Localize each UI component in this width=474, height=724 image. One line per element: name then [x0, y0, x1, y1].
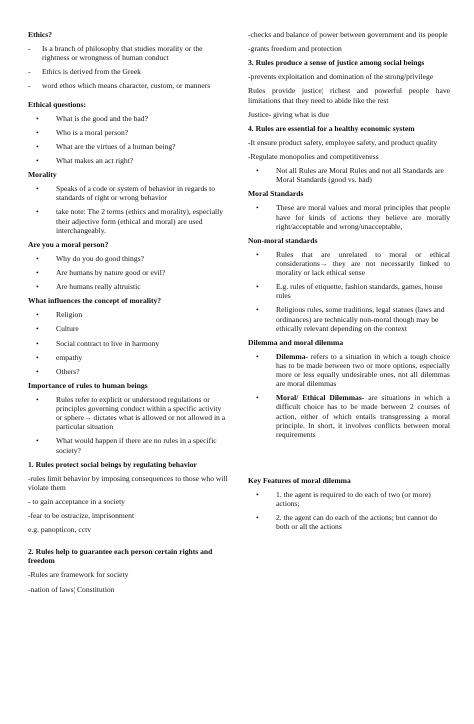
paragraph: Rules provide justice¦ richest and powerful people have limitations that they need to abide like the rest	[248, 86, 450, 105]
bullet-icon: •	[36, 113, 39, 123]
paragraph: -checks and balance of power between government and its people	[248, 30, 448, 39]
section-heading: 2. Rules help to guarantee each person certain rights and freedom	[28, 547, 213, 566]
paragraph: -It ensure product safety, employee safety, and product quality	[248, 137, 438, 147]
list-item-text: What is the good and the bad?	[56, 113, 148, 123]
term-label: Moral/ Ethical Dilemmas-	[276, 393, 365, 403]
list-item-text: Religious rules, some traditions, legal statues (laws and ordinances) are technically non-moral though may be ethically relevant depending on the context	[276, 305, 445, 333]
bullet-list-item	[28, 128, 228, 137]
bullet-list-item	[28, 114, 228, 123]
bullet-list-item	[248, 352, 450, 388]
bullet-icon: •	[256, 393, 259, 403]
bullet-list-item	[248, 166, 450, 184]
bullet-list-item	[248, 203, 450, 230]
list-item-text: word ethos which means character, custom, or manners	[42, 81, 211, 91]
bullet-list-item	[28, 310, 228, 319]
bullet-list-item	[28, 254, 228, 263]
dash-marker: -	[28, 67, 31, 77]
dash-marker: -	[28, 44, 31, 54]
dash-marker: -	[28, 81, 31, 91]
bullet-list-item	[248, 282, 450, 300]
list-item-text: What would happen if there are no rules in a specific society?	[56, 436, 217, 455]
list-item-text: Is a branch of philosophy that studies morality or the rightness or wrongness of human conduct	[42, 44, 203, 63]
list-item-text: are situations in which a difficult choice has to be made between 2 courses of action, either of which entails transgressing a moral principle. In short, it involves conflicts between moral requirements	[276, 393, 450, 439]
bullet-icon: •	[36, 282, 39, 292]
bullet-icon: •	[36, 394, 39, 404]
section-heading: 1. Rules protect social beings by regulating behavior	[28, 459, 197, 469]
paragraph: -grants freedom and protection	[248, 44, 342, 54]
paragraph: -prevents exploitation and domination of the strong/privilege	[248, 72, 434, 82]
list-item-text: These are moral values and moral principles that people have for kinds of actions they believe are morally right/acceptable and wrong/unacceptable,	[276, 203, 450, 231]
bullet-icon: •	[256, 351, 259, 361]
bullet-icon: •	[36, 310, 39, 320]
bullet-list-item	[28, 156, 228, 165]
bullet-icon: •	[36, 207, 39, 217]
section-heading: 4. Rules are essential for a healthy economic system	[248, 123, 415, 133]
bullet-list-item	[28, 268, 228, 277]
bullet-list-item	[248, 250, 450, 277]
bullet-list-item	[28, 436, 228, 454]
list-item-text: Why do you do good things?	[56, 253, 144, 263]
section-heading: Moral Standards	[248, 189, 304, 199]
paragraph: -Rules are framework for society	[28, 570, 129, 580]
paragraph: Justice- giving what is due	[248, 109, 329, 119]
paragraph: e.g. panopticon, cctv	[28, 525, 92, 535]
list-item-text: Are humans really altruistic	[56, 282, 141, 292]
section-heading: Ethics?	[28, 30, 53, 39]
bullet-list-item	[28, 324, 228, 333]
bullet-list-item	[248, 513, 450, 531]
list-item-text: Rules that are unrelated to moral or ethical considerations→ they are not necessarily linked to morality or lack ethical sense	[276, 249, 450, 278]
paragraph: -nation of laws¦ Constitution	[28, 584, 115, 594]
list-item-text: Religion	[56, 310, 83, 320]
left-column	[28, 30, 228, 599]
section-heading: Are you a moral person?	[28, 239, 109, 249]
bullet-list-item	[28, 282, 228, 291]
bullet-icon: •	[256, 489, 259, 499]
bullet-list-item	[248, 393, 450, 439]
list-item-text: 1. the agent is required to do each of two (or more) actions;	[276, 489, 431, 509]
bullet-icon: •	[36, 253, 39, 263]
bullet-icon: •	[256, 166, 259, 176]
list-item-text: 2. the agent can do each of the actions; but cannot do both or all the actions	[276, 513, 438, 532]
section-heading: Non-moral standards	[248, 235, 318, 245]
section-heading: Dilemma and moral dilemma	[248, 337, 344, 347]
bullet-list-item	[28, 339, 228, 348]
bullet-icon: •	[36, 155, 39, 165]
list-item-text: Culture	[56, 324, 79, 334]
dash-list-item	[28, 44, 228, 62]
bullet-icon: •	[36, 436, 39, 446]
bullet-icon: •	[36, 324, 39, 334]
list-item-text: What makes an act right?	[56, 155, 134, 165]
paragraph: - to gain acceptance in a society	[28, 496, 125, 506]
bullet-icon: •	[36, 267, 39, 277]
bullet-list-item	[248, 490, 450, 508]
bullet-list-item	[28, 184, 228, 202]
list-item-text: Are humans by nature good or evil?	[56, 267, 166, 277]
bullet-list-item	[28, 367, 228, 376]
list-item-text: Speaks of a code or system of behavior in regards to standards of right or wrong behavior	[56, 184, 216, 203]
section-heading: 3. Rules produce a sense of justice among social beings	[248, 58, 425, 68]
list-item-text: Rules refer to explicit or understood regulations or principles governing conduct within a specific activity or sphere→ dictates what is allowed or not allowed in a particular situation	[56, 394, 226, 432]
bullet-icon: •	[36, 184, 39, 194]
bullet-icon: •	[36, 366, 39, 376]
bullet-icon: •	[256, 249, 259, 259]
bullet-icon: •	[36, 352, 39, 362]
bullet-list-item	[248, 305, 450, 332]
list-item-text: Not all Rules are Moral Rules and not all Standards are Moral Standards (good vs. bad)	[276, 166, 444, 185]
bullet-list-item	[28, 142, 228, 151]
list-item-text: Social contract to live in harmony	[56, 338, 160, 348]
list-item-text: refers to a situation in which a tough choice has to be made between two or more options, especially more or less equally undesirable ones, not all dilemmas are moral dilemmas	[276, 351, 450, 389]
bullet-icon: •	[256, 282, 259, 292]
bullet-list-item	[28, 207, 228, 234]
dash-list-item	[28, 81, 228, 90]
section-heading: What influences the concept of morality?	[28, 296, 162, 306]
bullet-icon: •	[36, 127, 39, 137]
section-heading: Importance of rules to human beings	[28, 380, 148, 390]
list-item-text: Ethics is derived from the Greek	[42, 67, 141, 77]
bullet-icon: •	[256, 203, 259, 213]
right-column	[248, 30, 450, 536]
paragraph: -Regulate monopolies and competitiveness	[248, 151, 379, 161]
paragraph: -fear to be ostracize, imprisonment	[28, 511, 135, 521]
bullet-icon: •	[36, 141, 39, 151]
list-item-text: take note: The 2 terms (ethics and morality), especially their adjective form (ethical and moral) are used interchangeably.	[56, 207, 224, 235]
list-item-text: E.g. rules of etiquette, fashion standards, games, house rules	[276, 282, 443, 301]
section-heading: Ethical questions:	[28, 99, 87, 109]
bullet-icon: •	[256, 513, 259, 523]
bullet-icon: •	[36, 338, 39, 348]
list-item-text: What are the virtues of a human being?	[56, 141, 176, 151]
list-item-text: Who is a moral person?	[56, 127, 129, 137]
dash-list-item	[28, 67, 228, 76]
bullet-list-item	[28, 395, 228, 431]
list-item-text: Others?	[56, 366, 80, 376]
section-heading: Key Features of moral dilemma	[248, 475, 351, 485]
term-label: Dilemma-	[276, 351, 309, 361]
list-item-text: empathy	[56, 352, 83, 362]
section-heading: Morality	[28, 170, 57, 180]
paragraph: -rules limit behavior by imposing consequences to those who will violate them	[28, 473, 228, 492]
bullet-list-item	[28, 353, 228, 362]
bullet-icon: •	[256, 305, 259, 315]
